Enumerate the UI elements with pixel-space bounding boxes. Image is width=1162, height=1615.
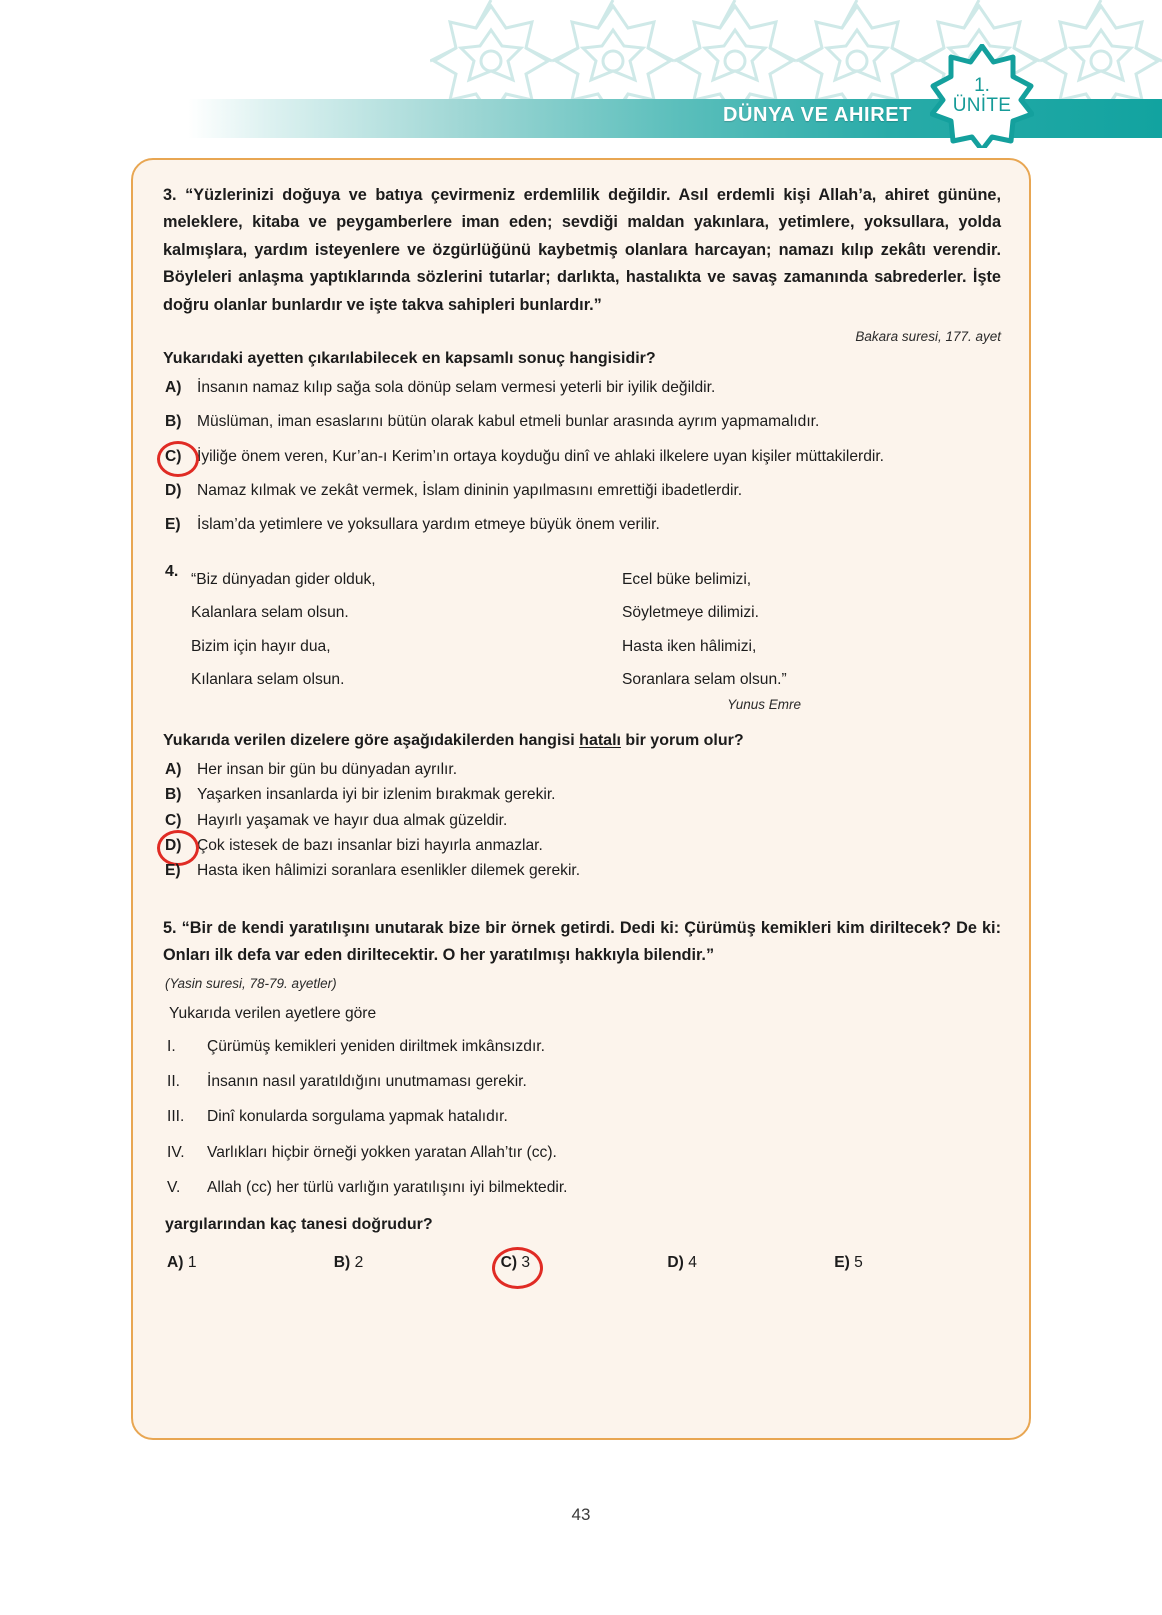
roman-item (163, 1070, 1001, 1093)
question-4-prompt (163, 732, 1001, 750)
option-a[interactable] (163, 376, 1001, 399)
option-c-letter: C) (165, 811, 182, 829)
roman-numeral: III. (167, 1108, 185, 1126)
answer-c-value: 3 (521, 1253, 531, 1271)
question-4-poem (163, 563, 1001, 697)
roman-item-text: Dinî konularda sorgulama yapmak hatalıdır. (207, 1108, 508, 1126)
question-5-final-prompt: yargılarından kaç tanesi doğrudur? (165, 1215, 433, 1233)
question-4 (163, 563, 1001, 883)
poem-column-right (596, 563, 1001, 697)
questions-card (131, 158, 1031, 1440)
answer-e-letter: E) (834, 1253, 850, 1271)
answer-b-value: 2 (354, 1253, 364, 1271)
question-5-source-note: (Yasin suresi, 78-79. ayetler) (165, 975, 337, 991)
option-d-text: Namaz kılmak ve zekât vermek, İslam dininin yapılmasını emrettiği ibadetlerdir. (197, 482, 743, 500)
poem-line: Söyletmeye dilimizi. (622, 604, 759, 622)
option-d-letter: D) (165, 482, 182, 500)
option-e-letter: E) (165, 862, 181, 880)
question-4-prompt-underlined: hatalı (579, 731, 621, 749)
question-5-passage: 5. “Bir de kendi yaratılışını unutarak bize bir örnek getirdi. Dedi ki: Çürümüş kemikleri kim diriltecek? De ki: Onları ilk defa var eden diriltecektir. O her yaratılmışı hakkıyla bilendir.” (163, 918, 1001, 965)
answer-b-letter: B) (333, 1253, 351, 1271)
option-c-text: Hayırlı yaşamak ve hayır dua almak güzeldir. (197, 811, 508, 829)
poem-line: Soranlara selam olsun.” (622, 671, 787, 689)
answer-b[interactable] (334, 1254, 501, 1272)
poem-line: Bizim için hayır dua, (191, 637, 331, 655)
answer-c-marked[interactable] (501, 1254, 668, 1272)
answer-a-value: 1 (187, 1253, 197, 1271)
option-e-text: İslam’da yetimlere ve yoksullara yardım etmeye büyük önem verilir. (197, 516, 660, 534)
roman-item-text: Çürümüş kemikleri yeniden diriltmek imkânsızdır. (207, 1037, 545, 1055)
roman-item-text: İnsanın nasıl yaratıldığını unutmaması gerekir. (207, 1072, 527, 1090)
poem-line: Kılanlara selam olsun. (191, 671, 345, 689)
option-a-letter: A) (165, 760, 182, 778)
option-b-letter: B) (165, 786, 182, 804)
option-e-letter: E) (165, 516, 181, 534)
question-3 (163, 182, 1001, 537)
question-4-number: 4. (165, 562, 179, 580)
option-c[interactable] (163, 809, 1001, 832)
option-e[interactable] (163, 859, 1001, 882)
option-e[interactable] (163, 513, 1001, 536)
question-4-prompt-before: Yukarıda verilen dizelere göre aşağıdakilerden hangisi (163, 731, 580, 749)
question-4-options (163, 758, 1001, 883)
question-5-answer-row (163, 1254, 1001, 1272)
poem-line: Kalanlara selam olsun. (191, 604, 349, 622)
roman-item (163, 1176, 1001, 1199)
islamic-pattern-decoration (430, 0, 1162, 108)
roman-numeral: V. (167, 1179, 181, 1197)
option-a[interactable] (163, 758, 1001, 781)
unit-label: ÜNİTE (952, 95, 1012, 116)
option-a-letter: A) (165, 378, 182, 396)
answer-e[interactable] (834, 1254, 1001, 1272)
option-e-text: Hasta iken hâlimizi soranlara esenlikler dilemek gerekir. (197, 862, 581, 880)
question-3-options (163, 376, 1001, 537)
page-number: 43 (571, 1505, 591, 1524)
option-d-text: Çok istesek de bazı insanlar bizi hayırla anmazlar. (197, 837, 543, 855)
roman-item (163, 1141, 1001, 1164)
roman-item (163, 1105, 1001, 1128)
option-d-letter-marked: D) (165, 834, 181, 857)
answer-d-letter: D) (667, 1253, 684, 1271)
unit-number: 1. (974, 75, 990, 97)
answer-e-value: 5 (854, 1253, 863, 1271)
roman-item-text: Allah (cc) her türlü varlığın yaratılışını iyi bilmektedir. (207, 1179, 568, 1197)
question-3-attribution: Bakara suresi, 177. ayet (855, 328, 1001, 344)
question-5-lead: Yukarıda verilen ayetlere göre (169, 1004, 377, 1022)
poem-line: Ecel büke belimizi, (622, 570, 752, 588)
question-5 (163, 915, 1001, 1272)
question-5-roman-list (163, 1035, 1001, 1200)
roman-item-text: Varlıkları hiçbir örneği yokken yaratan Allah’tır (cc). (207, 1143, 557, 1161)
answer-a[interactable] (167, 1254, 334, 1272)
option-c-text: İyiliğe önem veren, Kur’an-ı Kerim’ın ortaya koyduğu dinî ve ahlaki ilkelere uyan kişiler müttakilerdir. (197, 447, 885, 465)
roman-numeral: II. (167, 1072, 180, 1090)
option-b[interactable] (163, 783, 1001, 806)
option-d[interactable] (163, 479, 1001, 502)
roman-numeral: IV. (167, 1143, 185, 1161)
unit-badge (930, 44, 1034, 148)
question-4-author: Yunus Emre (727, 696, 801, 712)
question-3-passage: 3. “Yüzlerinizi doğuya ve batıya çevirmeniz erdemlilik değildir. Asıl erdemli kişi Allah’a, ahiret gününe, meleklere, kitaba ve peygamberlere iman eden; sevdiği maldan yakınlara, yetimlere, yoksullara, yolda kalmışlara, yardım isteyenlere ve özgürlüğünü kaybetmiş olanlara harcayan; namazı kılıp zekâtı verendir. Böyleleri anlaşma yaptıklarında sözlerini tutarlar; darlıkta, hastalıkta ve savaş zamanında sabrederler. İşte doğru olanlar bunlardır ve işte takva sahipleri bunlardır.” (163, 186, 1001, 314)
option-b-text: Müslüman, iman esaslarını bütün olarak kabul etmeli bunlar arasında ayrım yapmamalıdır. (197, 413, 820, 431)
answer-d[interactable] (667, 1254, 834, 1272)
option-d[interactable] (163, 834, 1001, 857)
poem-line: Hasta iken hâlimizi, (622, 637, 757, 655)
page-title: DÜNYA VE AHIRET (722, 104, 912, 126)
option-c[interactable] (163, 445, 1001, 468)
option-a-text: Her insan bir gün bu dünyadan ayrılır. (197, 760, 458, 778)
roman-item (163, 1035, 1001, 1058)
option-c-letter-marked: C) (165, 445, 181, 468)
poem-column-left (191, 563, 596, 697)
option-b-letter: B) (165, 413, 182, 431)
answer-c-letter: C) (500, 1253, 518, 1271)
option-b[interactable] (163, 410, 1001, 433)
poem-line: “Biz dünyadan gider olduk, (191, 570, 376, 588)
question-3-prompt: Yukarıdaki ayetten çıkarılabilecek en kapsamlı sonuç hangisidir? (163, 349, 656, 367)
option-b-text: Yaşarken insanlarda iyi bir izlenim bırakmak gerekir. (197, 786, 556, 804)
roman-numeral: I. (167, 1037, 176, 1055)
option-a-text: İnsanın namaz kılıp sağa sola dönüp selam vermesi yeterli bir iyilik değildir. (197, 378, 716, 396)
answer-a-letter: A) (167, 1253, 184, 1271)
question-4-prompt-after: bir yorum olur? (620, 731, 744, 749)
answer-d-value: 4 (688, 1253, 697, 1271)
